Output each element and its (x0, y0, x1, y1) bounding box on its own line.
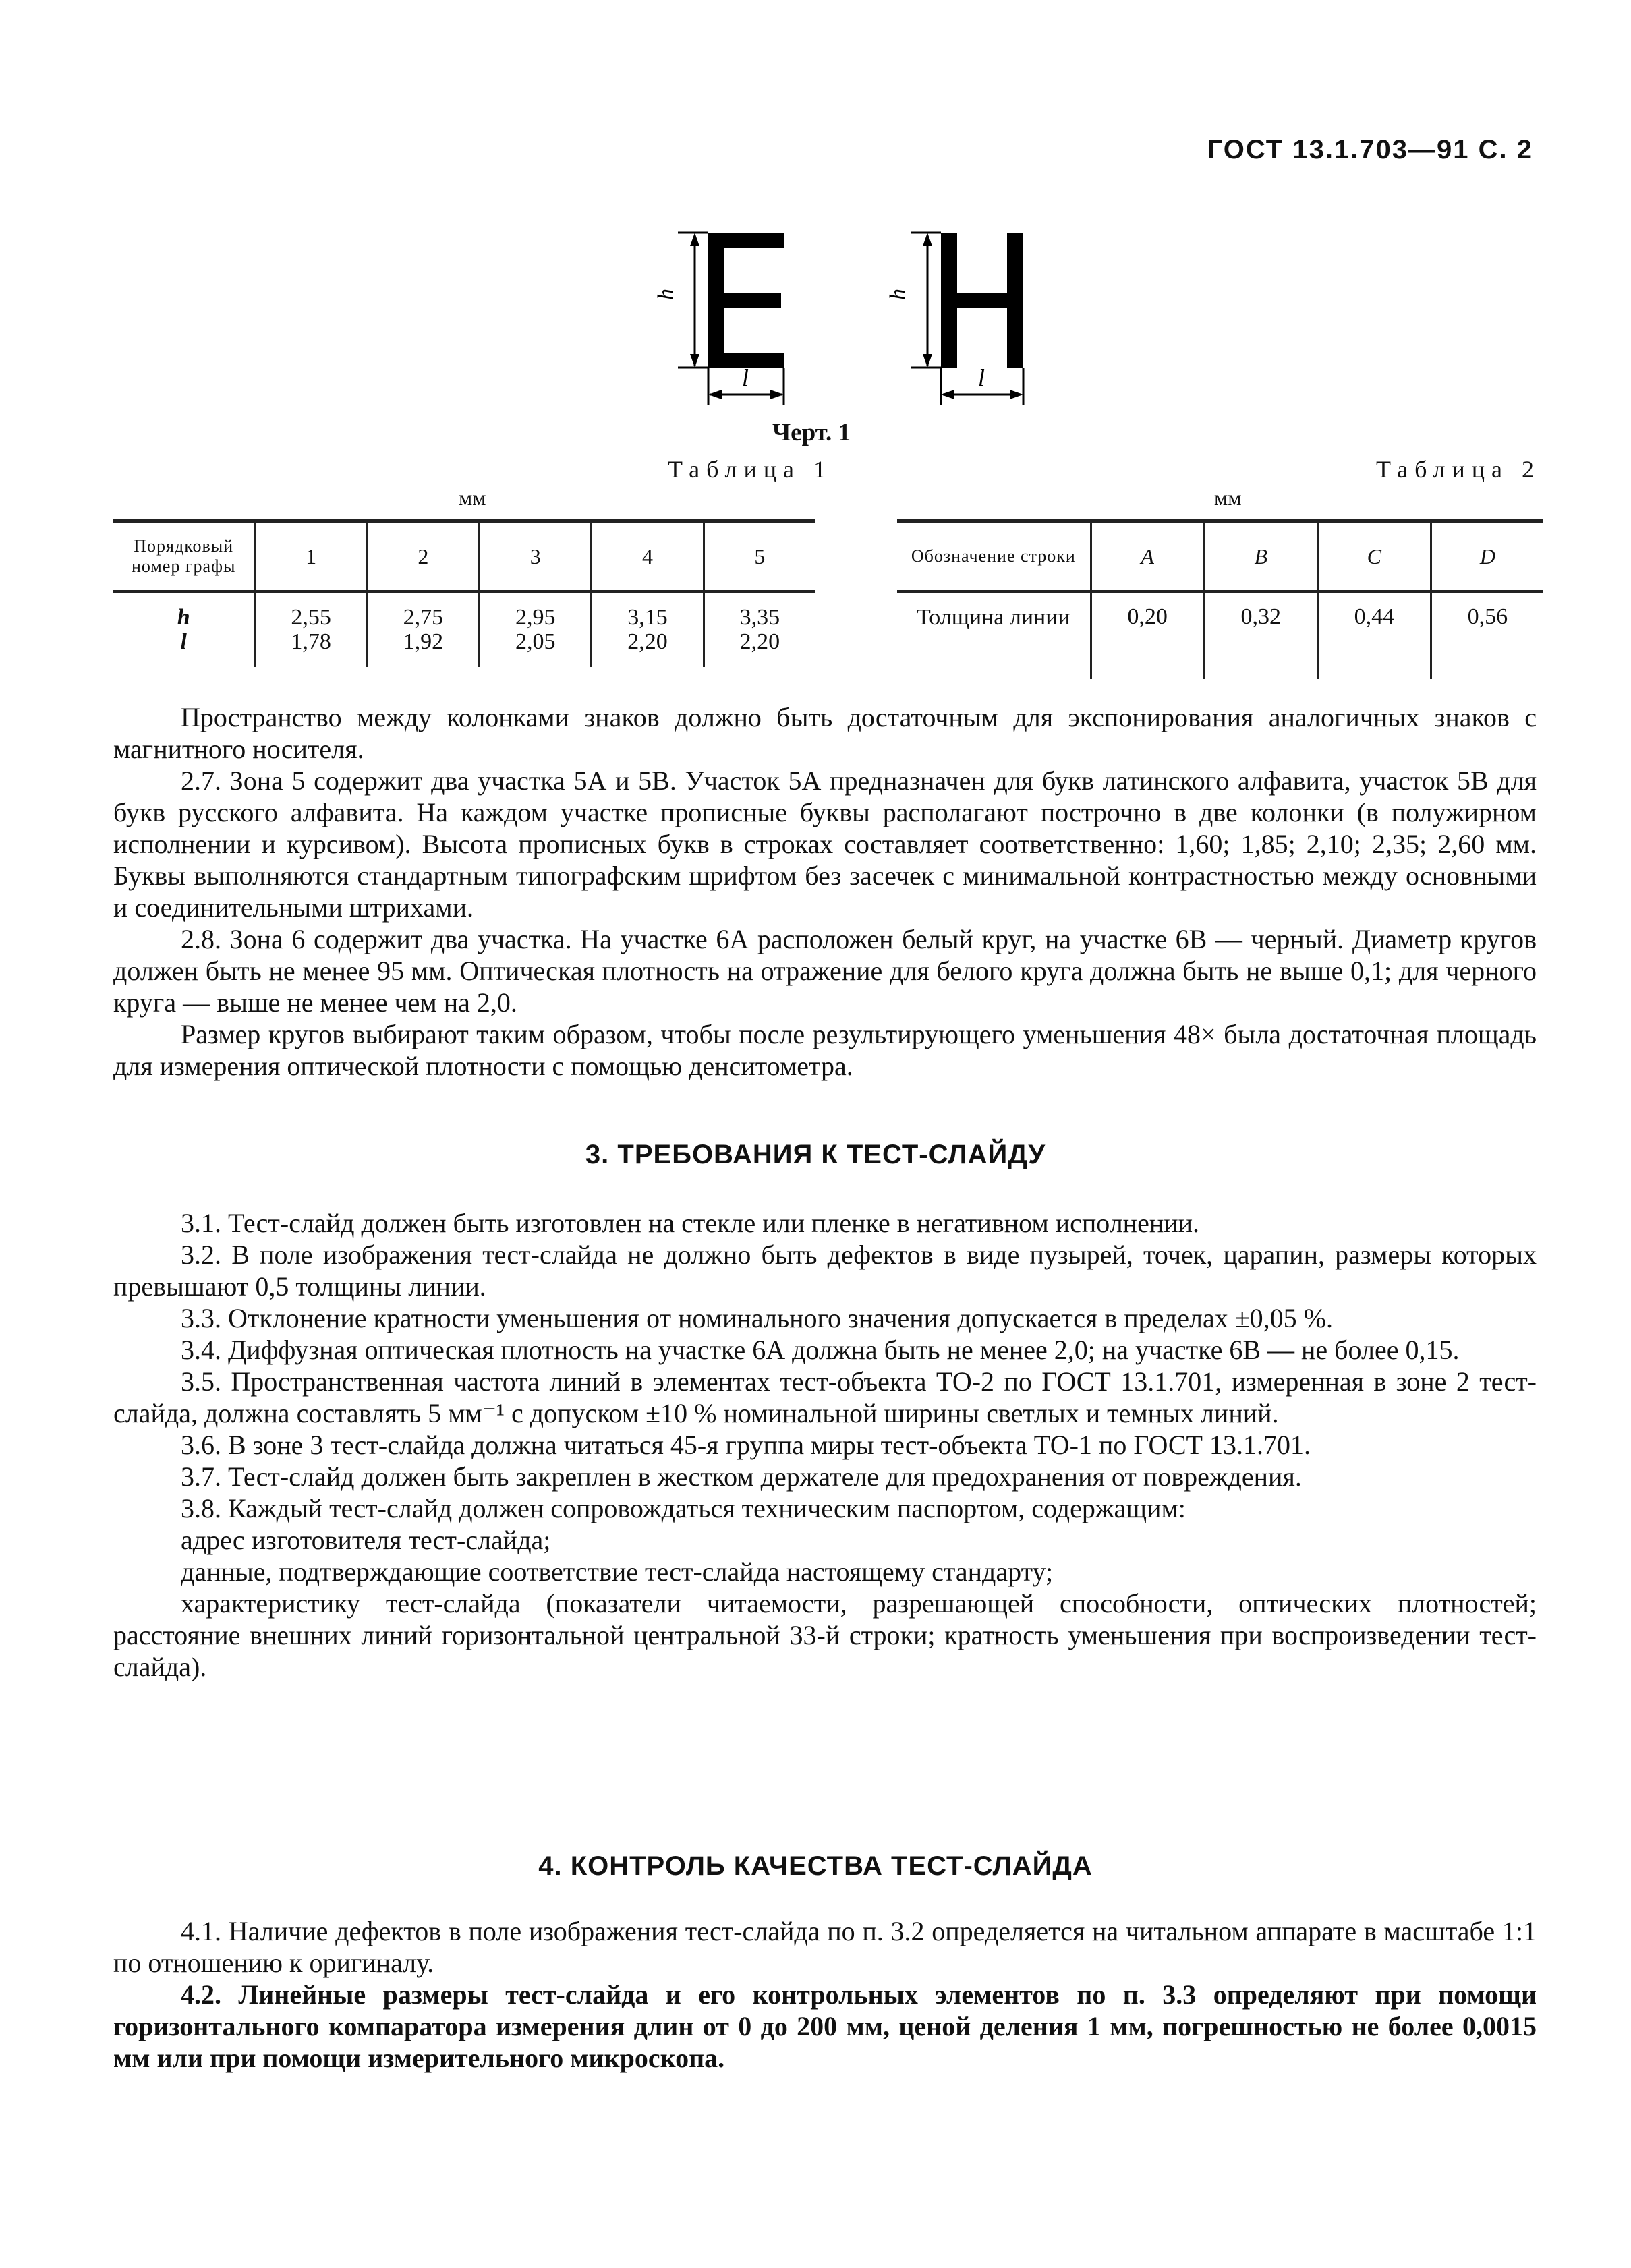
paragraph: данные, подтверждающие соответствие тест-слайда настоящему стандарту; (181, 1557, 1054, 1587)
table2-col-header: B (1204, 521, 1317, 592)
table1-caption: Таблица 1 (668, 456, 832, 483)
paragraph: 3.2. В поле изображения тест-слайда не должно быть дефектов в виде пузырей, точек, царапин, размеры которых превышают 0,5 толщины линии. (113, 1240, 1537, 1302)
paragraph: 3.8. Каждый тест-слайд должен сопровождаться техническим паспортом, содержащим: (181, 1493, 1186, 1523)
l-value: 1,92 (403, 629, 444, 654)
table1-row-labels (113, 591, 255, 667)
letter-h-drawing (911, 233, 1023, 405)
paragraph: 2.7. Зона 5 содержит два участка 5А и 5В. Участок 5А предназначен для букв латинского алфавита, участок 5В для букв русского алфавита. На каждом участке прописные буквы располагают построчно в две колонки (в полужирном исполнении и курсивом). Высота прописных букв в строках составляет соответственно: 1,60; 1,85; 2,10; 2,35; 2,60 мм. Буквы выполняются стандартным типографским шрифтом без засечек с минимальной контрастностью между основными и соединительными штрихами. (113, 765, 1537, 923)
paragraph: 3.6. В зоне 3 тест-слайда должна читаться 45-я группа миры тест-объекта ТО-1 по ГОСТ 13.1.701. (181, 1430, 1311, 1460)
table1-unit: мм (459, 486, 486, 510)
table2-unit: мм (1214, 486, 1242, 510)
table1-cell (704, 591, 815, 667)
paragraph: 3.4. Диффузная оптическая плотность на участке 6А должна быть не менее 2,0; на участке 6В — не более 0,15. (181, 1335, 1460, 1365)
page-header: ГОСТ 13.1.703—91 С. 2 (1207, 135, 1533, 165)
section-3-body (113, 1207, 1537, 1683)
letter-e-drawing (678, 233, 784, 405)
paragraph: 3.7. Тест-слайд должен быть закреплен в жестком держателе для предохранения от повреждения. (181, 1461, 1302, 1492)
table1-cell (592, 591, 704, 667)
l-value: 2,20 (739, 629, 780, 654)
table2-value: 0,44 (1317, 591, 1431, 679)
h-value: 3,35 (739, 605, 780, 631)
paragraph: 4.2. Линейные размеры тест-слайда и его контрольных элементов по п. 3.3 определяют при помощи горизонтального компаратора измерения длин от 0 до 200 мм, ценой деления 1 мм, погрешностью не более 0,0015 мм или при помощи измерительного микроскопа. (113, 1979, 1537, 2073)
table2-col-header: C (1317, 521, 1431, 592)
h-value: 2,75 (403, 605, 444, 631)
table2-row-label: Толщина линии (916, 605, 1070, 630)
paragraph: 3.3. Отклонение кратности уменьшения от номинального значения допускается в пределах ±0,05 %. (181, 1303, 1333, 1333)
dim-l-label-e: l (742, 364, 749, 391)
paragraph: Размер кругов выбирают таким образом, чтобы после результирующего уменьшения 48× была достаточная площадь для измерения оптической плотности с помощью денситометра. (113, 1019, 1537, 1081)
row-label-l: l (180, 629, 187, 654)
table1-col-header: 5 (704, 521, 815, 592)
table-2 (897, 519, 1543, 679)
table2-col-header: A (1091, 521, 1204, 592)
section-3-title: 3. ТРЕБОВАНИЯ К ТЕСТ-СЛАЙДУ (585, 1140, 1046, 1169)
table1-cell (480, 591, 592, 667)
table1-row-header: Порядковый номер графы (113, 521, 255, 592)
table1-col-header: 2 (367, 521, 479, 592)
table2-row-header: Обозначение строки (897, 521, 1091, 592)
l-value: 2,20 (627, 629, 668, 654)
paragraph: характеристику тест-слайда (показатели читаемости, разрешающей способности, оптических плотностей; расстояние внешних линий горизонтальной центральной 33-й строки; кратность уменьшения при воспроизведении тест-слайда). (113, 1588, 1537, 1682)
section-4-body (113, 1915, 1537, 2074)
figure-letters (594, 223, 1066, 411)
table2-col-header: D (1431, 521, 1543, 592)
dim-h-label-h: h (886, 289, 911, 300)
table1-cell (367, 591, 479, 667)
section-4-title: 4. КОНТРОЛЬ КАЧЕСТВА ТЕСТ-СЛАЙДА (538, 1851, 1093, 1881)
body-text-a (113, 701, 1537, 1082)
table1-col-header: 1 (255, 521, 367, 592)
h-value: 2,55 (291, 605, 331, 631)
table2-value: 0,20 (1091, 591, 1204, 679)
paragraph: 4.1. Наличие дефектов в поле изображения тест-слайда по п. 3.2 определяется на читальном аппарате в масштабе 1:1 по отношению к оригиналу. (113, 1916, 1537, 1978)
paragraph: адрес изготовителя тест-слайда; (181, 1525, 551, 1555)
table1-col-header: 3 (480, 521, 592, 592)
row-label-h: h (177, 605, 190, 631)
figure-caption: Черт. 1 (772, 419, 851, 446)
paragraph: Пространство между колонками знаков должно быть достаточным для экспонирования аналогичных знаков с магнитного носителя. (113, 702, 1537, 764)
h-value: 2,95 (515, 605, 556, 631)
paragraph: 3.1. Тест-слайд должен быть изготовлен на стекле или пленке в негативном исполнении. (181, 1208, 1200, 1238)
table2-value: 0,32 (1204, 591, 1317, 679)
dim-h-label-e: h (654, 289, 679, 300)
paragraph: 3.5. Пространственная частота линий в элементах тест-объекта ТО-2 по ГОСТ 13.1.701, измеренная в зоне 2 тест-слайда, должна составлять 5 мм⁻¹ с допуском ±10 % номинальной ширины светлых и темных линий. (113, 1366, 1537, 1428)
table-1 (113, 519, 815, 667)
paragraph: 2.8. Зона 6 содержит два участка. На участке 6А расположен белый круг, на участке 6В — черный. Диаметр кругов должен быть не менее 95 мм. Оптическая плотность на отражение для белого круга должна быть не выше 0,1; для черного круга — выше не менее чем на 2,0. (113, 924, 1537, 1018)
table1-cell (255, 591, 367, 667)
l-value: 2,05 (515, 629, 556, 654)
l-value: 1,78 (291, 629, 331, 654)
h-value: 3,15 (627, 605, 668, 631)
dim-l-label-h: l (978, 364, 985, 391)
table2-caption: Таблица 2 (1376, 456, 1541, 483)
table2-value: 0,56 (1431, 591, 1543, 679)
table1-col-header: 4 (592, 521, 704, 592)
